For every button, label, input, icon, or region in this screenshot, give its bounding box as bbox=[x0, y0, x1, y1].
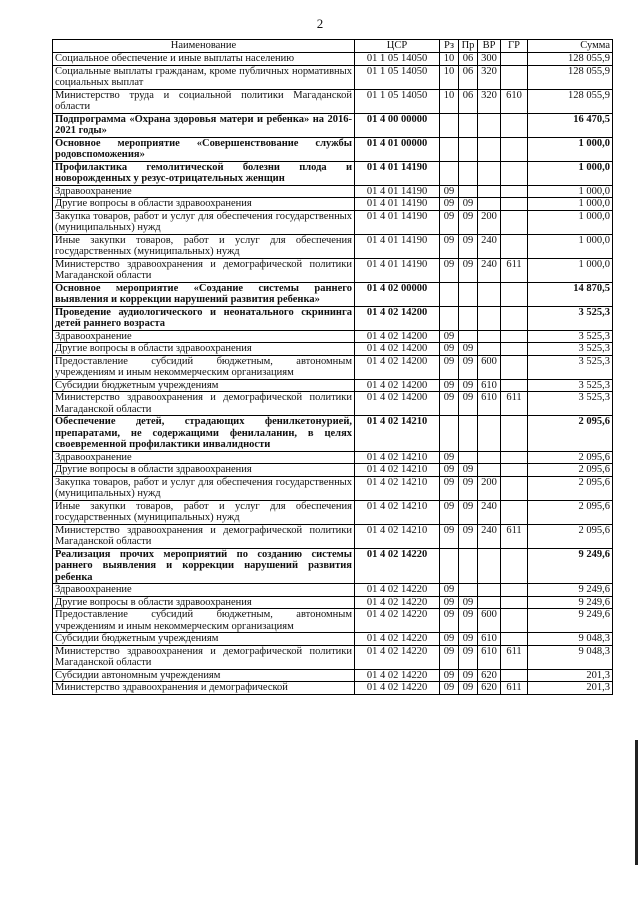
budget-table bbox=[52, 39, 613, 695]
table-row bbox=[53, 392, 613, 416]
cell-sum: 201,3 bbox=[528, 682, 613, 695]
cell-gr bbox=[501, 596, 528, 609]
cell-name: Другие вопросы в области здравоохранения bbox=[53, 596, 355, 609]
cell-pr bbox=[459, 282, 478, 306]
cell-rz: 10 bbox=[440, 65, 459, 89]
cell-name: Министерство здравоохранения и демографической политики Магаданской области bbox=[53, 258, 355, 282]
cell-csr: 01 4 01 14190 bbox=[355, 210, 440, 234]
table-row bbox=[53, 113, 613, 137]
cell-vr: 620 bbox=[478, 669, 501, 682]
cell-csr: 01 4 02 14220 bbox=[355, 584, 440, 597]
cell-rz: 09 bbox=[440, 330, 459, 343]
cell-pr: 09 bbox=[459, 198, 478, 211]
cell-pr bbox=[459, 451, 478, 464]
cell-csr: 01 4 02 14200 bbox=[355, 330, 440, 343]
cell-pr: 09 bbox=[459, 669, 478, 682]
cell-name: Другие вопросы в области здравоохранения bbox=[53, 198, 355, 211]
cell-sum: 14 870,5 bbox=[528, 282, 613, 306]
cell-sum: 16 470,5 bbox=[528, 113, 613, 137]
table-row bbox=[53, 343, 613, 356]
cell-csr: 01 4 00 00000 bbox=[355, 113, 440, 137]
cell-sum: 2 095,6 bbox=[528, 476, 613, 500]
header-csr: ЦСР bbox=[355, 40, 440, 53]
cell-gr bbox=[501, 584, 528, 597]
cell-pr bbox=[459, 137, 478, 161]
table-row bbox=[53, 198, 613, 211]
table-row bbox=[53, 548, 613, 584]
cell-gr: 611 bbox=[501, 645, 528, 669]
cell-rz: 09 bbox=[440, 210, 459, 234]
cell-sum: 128 055,9 bbox=[528, 89, 613, 113]
cell-pr bbox=[459, 330, 478, 343]
table-row bbox=[53, 161, 613, 185]
cell-rz: 09 bbox=[440, 379, 459, 392]
cell-rz: 10 bbox=[440, 89, 459, 113]
cell-vr bbox=[478, 464, 501, 477]
cell-sum: 9 249,6 bbox=[528, 584, 613, 597]
cell-gr bbox=[501, 282, 528, 306]
cell-csr: 01 1 05 14050 bbox=[355, 89, 440, 113]
cell-gr: 610 bbox=[501, 89, 528, 113]
cell-vr: 610 bbox=[478, 645, 501, 669]
cell-sum: 1 000,0 bbox=[528, 137, 613, 161]
cell-vr bbox=[478, 161, 501, 185]
cell-rz: 09 bbox=[440, 645, 459, 669]
cell-sum: 2 095,6 bbox=[528, 464, 613, 477]
cell-pr: 09 bbox=[459, 464, 478, 477]
table-row bbox=[53, 210, 613, 234]
cell-name: Министерство труда и социальной политики Магаданской области bbox=[53, 89, 355, 113]
cell-gr bbox=[501, 343, 528, 356]
table-row bbox=[53, 258, 613, 282]
table-row bbox=[53, 416, 613, 452]
table-row bbox=[53, 234, 613, 258]
cell-csr: 01 4 01 14190 bbox=[355, 198, 440, 211]
cell-rz bbox=[440, 416, 459, 452]
cell-name: Другие вопросы в области здравоохранения bbox=[53, 464, 355, 477]
cell-rz: 09 bbox=[440, 524, 459, 548]
cell-vr: 320 bbox=[478, 65, 501, 89]
cell-pr: 09 bbox=[459, 609, 478, 633]
cell-gr bbox=[501, 306, 528, 330]
table-row bbox=[53, 379, 613, 392]
cell-pr bbox=[459, 113, 478, 137]
cell-vr bbox=[478, 596, 501, 609]
cell-gr bbox=[501, 416, 528, 452]
cell-pr: 09 bbox=[459, 379, 478, 392]
cell-vr: 200 bbox=[478, 476, 501, 500]
cell-name: Другие вопросы в области здравоохранения bbox=[53, 343, 355, 356]
cell-rz bbox=[440, 137, 459, 161]
cell-pr: 09 bbox=[459, 343, 478, 356]
cell-sum: 3 525,3 bbox=[528, 379, 613, 392]
cell-csr: 01 4 02 14210 bbox=[355, 416, 440, 452]
cell-name: Реализация прочих мероприятий по созданию системы раннего выявления и коррекции нарушений развития ребенка bbox=[53, 548, 355, 584]
table-row bbox=[53, 669, 613, 682]
cell-sum: 2 095,6 bbox=[528, 524, 613, 548]
table-row bbox=[53, 633, 613, 646]
cell-gr bbox=[501, 113, 528, 137]
cell-sum: 128 055,9 bbox=[528, 65, 613, 89]
cell-name: Основное мероприятие «Создание системы раннего выявления и коррекции нарушений развития ребенка» bbox=[53, 282, 355, 306]
table-row bbox=[53, 355, 613, 379]
cell-rz: 09 bbox=[440, 464, 459, 477]
cell-name: Иные закупки товаров, работ и услуг для обеспечения государственных (муниципальных) нужд bbox=[53, 500, 355, 524]
cell-vr: 620 bbox=[478, 682, 501, 695]
cell-pr: 09 bbox=[459, 524, 478, 548]
cell-sum: 3 525,3 bbox=[528, 306, 613, 330]
cell-vr bbox=[478, 137, 501, 161]
cell-gr bbox=[501, 330, 528, 343]
cell-name: Подпрограмма «Охрана здоровья матери и ребенка» на 2016-2021 годы» bbox=[53, 113, 355, 137]
cell-csr: 01 4 01 14190 bbox=[355, 234, 440, 258]
cell-pr: 09 bbox=[459, 392, 478, 416]
cell-pr: 09 bbox=[459, 596, 478, 609]
cell-csr: 01 4 02 14210 bbox=[355, 500, 440, 524]
cell-csr: 01 4 02 14200 bbox=[355, 355, 440, 379]
cell-csr: 01 4 02 14220 bbox=[355, 633, 440, 646]
cell-vr bbox=[478, 584, 501, 597]
cell-name: Проведение аудиологического и неонатального скрининга детей раннего возраста bbox=[53, 306, 355, 330]
table-body bbox=[53, 53, 613, 695]
cell-pr: 06 bbox=[459, 89, 478, 113]
cell-name: Министерство здравоохранения и демографической политики Магаданской области bbox=[53, 524, 355, 548]
cell-sum: 9 249,6 bbox=[528, 548, 613, 584]
cell-name: Здравоохранение bbox=[53, 451, 355, 464]
cell-sum: 1 000,0 bbox=[528, 198, 613, 211]
cell-rz: 09 bbox=[440, 682, 459, 695]
cell-csr: 01 4 02 14220 bbox=[355, 548, 440, 584]
cell-pr: 09 bbox=[459, 682, 478, 695]
cell-gr bbox=[501, 633, 528, 646]
header-pr: Пр bbox=[459, 40, 478, 53]
cell-vr: 320 bbox=[478, 89, 501, 113]
table-row bbox=[53, 682, 613, 695]
cell-gr bbox=[501, 161, 528, 185]
cell-sum: 9 249,6 bbox=[528, 609, 613, 633]
cell-vr: 610 bbox=[478, 379, 501, 392]
cell-csr: 01 4 02 14210 bbox=[355, 451, 440, 464]
cell-rz bbox=[440, 161, 459, 185]
cell-sum: 1 000,0 bbox=[528, 258, 613, 282]
table-row bbox=[53, 282, 613, 306]
cell-csr: 01 4 02 14200 bbox=[355, 306, 440, 330]
header-name: Наименование bbox=[53, 40, 355, 53]
cell-vr: 300 bbox=[478, 53, 501, 66]
cell-gr bbox=[501, 53, 528, 66]
cell-gr bbox=[501, 185, 528, 198]
header-vr: ВР bbox=[478, 40, 501, 53]
cell-csr: 01 4 02 14210 bbox=[355, 476, 440, 500]
cell-gr: 611 bbox=[501, 392, 528, 416]
scan-edge-mark bbox=[635, 740, 638, 865]
cell-rz bbox=[440, 282, 459, 306]
cell-gr bbox=[501, 609, 528, 633]
cell-pr: 09 bbox=[459, 645, 478, 669]
cell-gr bbox=[501, 234, 528, 258]
cell-vr: 600 bbox=[478, 609, 501, 633]
table-row bbox=[53, 65, 613, 89]
cell-sum: 1 000,0 bbox=[528, 185, 613, 198]
cell-vr bbox=[478, 306, 501, 330]
cell-name: Иные закупки товаров, работ и услуг для обеспечения государственных (муниципальных) нужд bbox=[53, 234, 355, 258]
cell-rz: 09 bbox=[440, 584, 459, 597]
cell-sum: 128 055,9 bbox=[528, 53, 613, 66]
cell-gr bbox=[501, 464, 528, 477]
cell-name: Здравоохранение bbox=[53, 584, 355, 597]
table-row bbox=[53, 609, 613, 633]
cell-rz: 09 bbox=[440, 258, 459, 282]
cell-rz: 09 bbox=[440, 343, 459, 356]
cell-pr bbox=[459, 584, 478, 597]
cell-pr bbox=[459, 306, 478, 330]
cell-sum: 9 048,3 bbox=[528, 633, 613, 646]
cell-gr: 611 bbox=[501, 682, 528, 695]
cell-csr: 01 4 02 14200 bbox=[355, 392, 440, 416]
cell-vr bbox=[478, 185, 501, 198]
cell-sum: 2 095,6 bbox=[528, 451, 613, 464]
cell-sum: 1 000,0 bbox=[528, 161, 613, 185]
cell-rz: 09 bbox=[440, 609, 459, 633]
cell-vr: 240 bbox=[478, 524, 501, 548]
header-gr: ГР bbox=[501, 40, 528, 53]
cell-sum: 9 048,3 bbox=[528, 645, 613, 669]
cell-pr bbox=[459, 548, 478, 584]
cell-csr: 01 4 01 14190 bbox=[355, 161, 440, 185]
cell-vr bbox=[478, 548, 501, 584]
cell-pr: 09 bbox=[459, 210, 478, 234]
cell-gr bbox=[501, 451, 528, 464]
table-row bbox=[53, 330, 613, 343]
cell-sum: 2 095,6 bbox=[528, 500, 613, 524]
cell-gr bbox=[501, 500, 528, 524]
cell-csr: 01 4 02 00000 bbox=[355, 282, 440, 306]
table-row bbox=[53, 185, 613, 198]
cell-gr bbox=[501, 355, 528, 379]
cell-rz: 09 bbox=[440, 392, 459, 416]
table-row bbox=[53, 89, 613, 113]
cell-pr: 09 bbox=[459, 355, 478, 379]
cell-rz: 09 bbox=[440, 185, 459, 198]
cell-rz: 09 bbox=[440, 476, 459, 500]
cell-name: Закупка товаров, работ и услуг для обеспечения государственных (муниципальных) нужд bbox=[53, 210, 355, 234]
table-row bbox=[53, 584, 613, 597]
header-sum: Сумма bbox=[528, 40, 613, 53]
cell-name: Субсидии бюджетным учреждениям bbox=[53, 633, 355, 646]
cell-gr bbox=[501, 548, 528, 584]
cell-pr bbox=[459, 416, 478, 452]
cell-csr: 01 4 01 00000 bbox=[355, 137, 440, 161]
cell-rz: 10 bbox=[440, 53, 459, 66]
cell-sum: 2 095,6 bbox=[528, 416, 613, 452]
cell-vr bbox=[478, 198, 501, 211]
cell-sum: 1 000,0 bbox=[528, 234, 613, 258]
cell-name: Основное мероприятие «Совершенствование службы родовспоможения» bbox=[53, 137, 355, 161]
table-row bbox=[53, 645, 613, 669]
cell-name: Предоставление субсидий бюджетным, автономным учреждениям и иным некоммерческим организациям bbox=[53, 609, 355, 633]
cell-name: Обеспечение детей, страдающих фенилкетонурией, препаратами, не содержащими фенилаланин, в целях своевременной профилактики инвалидности bbox=[53, 416, 355, 452]
cell-rz: 09 bbox=[440, 669, 459, 682]
cell-gr bbox=[501, 476, 528, 500]
cell-pr: 09 bbox=[459, 500, 478, 524]
table-row bbox=[53, 306, 613, 330]
cell-vr bbox=[478, 416, 501, 452]
cell-sum: 201,3 bbox=[528, 669, 613, 682]
cell-csr: 01 1 05 14050 bbox=[355, 53, 440, 66]
cell-gr: 611 bbox=[501, 524, 528, 548]
cell-csr: 01 4 02 14220 bbox=[355, 669, 440, 682]
cell-csr: 01 4 02 14220 bbox=[355, 596, 440, 609]
cell-name: Субсидии автономным учреждениям bbox=[53, 669, 355, 682]
cell-rz bbox=[440, 113, 459, 137]
cell-csr: 01 4 01 14190 bbox=[355, 258, 440, 282]
cell-vr bbox=[478, 330, 501, 343]
cell-name: Министерство здравоохранения и демографической политики Магаданской области bbox=[53, 645, 355, 669]
cell-rz: 09 bbox=[440, 451, 459, 464]
cell-pr bbox=[459, 161, 478, 185]
table-row bbox=[53, 524, 613, 548]
table-row bbox=[53, 137, 613, 161]
cell-gr bbox=[501, 210, 528, 234]
cell-name: Здравоохранение bbox=[53, 185, 355, 198]
cell-pr: 09 bbox=[459, 476, 478, 500]
page-number: 2 bbox=[316, 16, 324, 31]
cell-pr bbox=[459, 185, 478, 198]
cell-gr bbox=[501, 379, 528, 392]
cell-name: Социальные выплаты гражданам, кроме публичных нормативных социальных выплат bbox=[53, 65, 355, 89]
cell-csr: 01 4 02 14200 bbox=[355, 379, 440, 392]
cell-vr: 200 bbox=[478, 210, 501, 234]
cell-csr: 01 4 02 14210 bbox=[355, 524, 440, 548]
cell-vr: 600 bbox=[478, 355, 501, 379]
cell-rz: 09 bbox=[440, 198, 459, 211]
cell-vr bbox=[478, 113, 501, 137]
cell-csr: 01 4 02 14200 bbox=[355, 343, 440, 356]
cell-vr bbox=[478, 343, 501, 356]
cell-rz bbox=[440, 548, 459, 584]
cell-csr: 01 1 05 14050 bbox=[355, 65, 440, 89]
cell-sum: 3 525,3 bbox=[528, 343, 613, 356]
cell-rz: 09 bbox=[440, 355, 459, 379]
cell-rz: 09 bbox=[440, 633, 459, 646]
cell-csr: 01 4 02 14220 bbox=[355, 609, 440, 633]
cell-sum: 3 525,3 bbox=[528, 355, 613, 379]
cell-rz: 09 bbox=[440, 596, 459, 609]
cell-vr bbox=[478, 451, 501, 464]
cell-rz bbox=[440, 306, 459, 330]
cell-pr: 06 bbox=[459, 53, 478, 66]
cell-pr: 06 bbox=[459, 65, 478, 89]
cell-csr: 01 4 02 14210 bbox=[355, 464, 440, 477]
table-row bbox=[53, 451, 613, 464]
cell-gr bbox=[501, 669, 528, 682]
table-row bbox=[53, 53, 613, 66]
table-row bbox=[53, 476, 613, 500]
table-row bbox=[53, 500, 613, 524]
cell-vr bbox=[478, 282, 501, 306]
cell-csr: 01 4 01 14190 bbox=[355, 185, 440, 198]
cell-sum: 9 249,6 bbox=[528, 596, 613, 609]
cell-rz: 09 bbox=[440, 500, 459, 524]
table-header-row bbox=[53, 40, 613, 53]
cell-sum: 1 000,0 bbox=[528, 210, 613, 234]
table-row bbox=[53, 464, 613, 477]
cell-gr bbox=[501, 198, 528, 211]
cell-gr bbox=[501, 137, 528, 161]
cell-vr: 610 bbox=[478, 633, 501, 646]
cell-name: Закупка товаров, работ и услуг для обеспечения государственных (муниципальных) нужд bbox=[53, 476, 355, 500]
cell-pr: 09 bbox=[459, 633, 478, 646]
cell-vr: 240 bbox=[478, 500, 501, 524]
cell-pr: 09 bbox=[459, 258, 478, 282]
cell-csr: 01 4 02 14220 bbox=[355, 682, 440, 695]
cell-sum: 3 525,3 bbox=[528, 330, 613, 343]
cell-name: Профилактика гемолитической болезни плода и новорожденных у резус-отрицательных женщин bbox=[53, 161, 355, 185]
cell-gr bbox=[501, 65, 528, 89]
cell-sum: 3 525,3 bbox=[528, 392, 613, 416]
cell-name: Министерство здравоохранения и демографической bbox=[53, 682, 355, 695]
cell-name: Министерство здравоохранения и демографической политики Магаданской области bbox=[53, 392, 355, 416]
cell-rz: 09 bbox=[440, 234, 459, 258]
cell-vr: 610 bbox=[478, 392, 501, 416]
cell-name: Здравоохранение bbox=[53, 330, 355, 343]
cell-name: Социальное обеспечение и иные выплаты населению bbox=[53, 53, 355, 66]
cell-name: Предоставление субсидий бюджетным, автономным учреждениям и иным некоммерческим организациям bbox=[53, 355, 355, 379]
cell-pr: 09 bbox=[459, 234, 478, 258]
cell-vr: 240 bbox=[478, 234, 501, 258]
cell-gr: 611 bbox=[501, 258, 528, 282]
cell-vr: 240 bbox=[478, 258, 501, 282]
table-row bbox=[53, 596, 613, 609]
header-rz: Рз bbox=[440, 40, 459, 53]
cell-name: Субсидии бюджетным учреждениям bbox=[53, 379, 355, 392]
cell-csr: 01 4 02 14220 bbox=[355, 645, 440, 669]
